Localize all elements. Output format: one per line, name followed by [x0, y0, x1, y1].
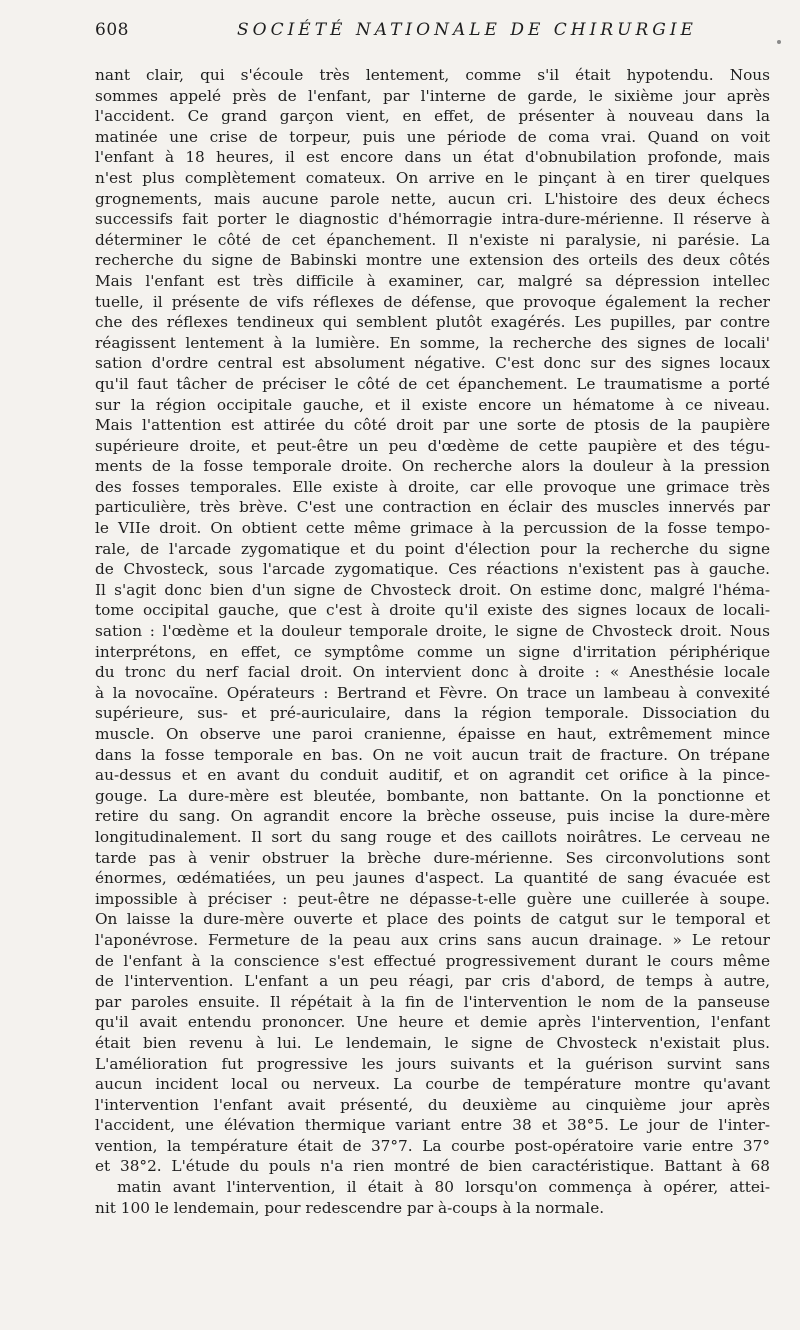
text-line: qu'il avait entendu prononcer. Une heure et demie après l'intervention, l'enfant — [95, 1013, 770, 1032]
text-line: sommes appelé près de l'enfant, par l'interne de garde, le sixième jour après — [95, 86, 770, 105]
text-line: par paroles ensuite. Il répétait à la fin de l'intervention le nom de la panseuse — [95, 992, 770, 1011]
text-line: au-dessus et en avant du conduit auditif, et on agrandit cet orifice à la pince- — [95, 766, 770, 785]
text-line: sation : l'œdème et la douleur temporale droite, le signe de Chvosteck droit. Nous — [95, 622, 770, 641]
text-line: aucun incident local ou nerveux. La courbe de température montre qu'avant — [95, 1075, 770, 1094]
text-line: l'accident, une élévation thermique variant entre 38 et 38°5. Le jour de l'inter- — [95, 1116, 770, 1135]
text-line: de Chvosteck, sous l'arcade zygomatique. Ces réactions n'existent pas à gauche. — [95, 560, 770, 579]
body-text — [95, 65, 770, 1218]
text-line: de l'intervention. L'enfant a un peu réagi, par cris d'abord, de temps à autre, — [95, 972, 770, 991]
text-line: déterminer le côté de cet épanchement. Il n'existe ni paralysie, ni parésie. La — [95, 230, 770, 249]
text-line: tome occipital gauche, que c'est à droite qu'il existe des signes locaux de locali- — [95, 601, 770, 620]
text-line: muscle. On observe une paroi cranienne, épaisse en haut, extrêmement mince — [95, 725, 770, 743]
text-line: l'accident. Ce grand garçon vient, en effet, de présenter à nouveau dans la — [95, 107, 770, 126]
running-title: SOCIÉTÉ NATIONALE DE CHIRURGIE — [237, 20, 697, 40]
text-line: Mais l'enfant est très difficile à examiner, car, malgré sa dépression intellec — [95, 271, 770, 290]
text-line: à la novocaïne. Opérateurs : Bertrand et Fèvre. On trace un lambeau à convexité — [95, 683, 770, 702]
text-line: sation d'ordre central est absolument négative. C'est donc sur des signes locaux — [95, 354, 770, 373]
page-header — [95, 20, 755, 48]
text-line: rale, de l'arcade zygomatique et du point d'élection pour la recherche du signe — [95, 539, 770, 558]
text-line: réagissent lentement à la lumière. En somme, la recherche des signes de locali' — [95, 333, 770, 352]
text-line: matinée une crise de torpeur, puis une période de coma vrai. Quand on voit — [95, 127, 770, 146]
text-line: che des réflexes tendineux qui semblent plutôt exagérés. Les pupilles, par contre — [95, 313, 770, 332]
text-line: Mais l'attention est attirée du côté droit par une sorte de ptosis de la paupière — [95, 416, 770, 435]
text-line: l'intervention l'enfant avait présenté, du deuxième au cinquième jour après — [95, 1095, 770, 1114]
text-line: longitudinalement. Il sort du sang rouge et des caillots noirâtres. Le cerveau ne — [95, 827, 770, 846]
text-line: impossible à préciser : peut-être ne dépasse-t-elle guère une cuillerée à soupe. — [95, 889, 770, 908]
text-line: retire du sang. On agrandit encore la brèche osseuse, puis incise la dure-mère — [95, 807, 770, 826]
text-line: matin avant l'intervention, il était à 80 lorsqu'on commença à opérer, attei- — [117, 1178, 770, 1197]
text-line: particulière, très brève. C'est une contraction en éclair des muscles innervés par — [95, 498, 770, 517]
text-line: L'amélioration fut progressive les jours suivants et la guérison survint sans — [95, 1054, 770, 1073]
text-line: du tronc du nerf facial droit. On intervient donc à droite : « Anesthésie locale — [95, 663, 770, 682]
text-line: tuelle, il présente de vifs réflexes de défense, que provoque également la recher — [95, 292, 770, 311]
text-line: sur la région occipitale gauche, et il existe encore un hématome à ce niveau. — [95, 395, 770, 414]
text-line: de l'enfant à la conscience s'est effectué progressivement durant le cours même — [95, 951, 770, 970]
text-line: ments de la fosse temporale droite. On recherche alors la douleur à la pression — [95, 457, 770, 476]
text-line: qu'il faut tâcher de préciser le côté de cet épanchement. Le traumatisme a porté — [95, 374, 770, 393]
text-line: le VIIe droit. On obtient cette même grimace à la percussion de la fosse tempo- — [95, 519, 770, 538]
text-line: supérieure, sus- et pré-auriculaire, dans la région temporale. Dissociation du — [95, 704, 770, 723]
text-line: des fosses temporales. Elle existe à droite, car elle provoque une grimace très — [95, 477, 770, 496]
text-line: tarde pas à venir obstruer la brèche dure-mérienne. Ses circonvolutions sont — [95, 848, 770, 867]
text-line: On laisse la dure-mère ouverte et place des points de catgut sur le temporal et — [95, 910, 770, 929]
text-line: recherche du signe de Babinski montre une extension des orteils des deux côtés — [95, 251, 770, 270]
text-line: grognements, mais aucune parole nette, aucun cri. L'histoire des deux échecs — [95, 189, 770, 208]
text-line: énormes, œdématiées, un peu jaunes d'aspect. La quantité de sang évacuée est — [95, 869, 770, 888]
text-line: n'est plus complètement comateux. On arrive en le pinçant à en tirer quelques — [95, 168, 770, 187]
text-line: nant clair, qui s'écoule très lentement, comme s'il était hypotendu. Nous — [95, 66, 770, 84]
text-line: supérieure droite, et peut-être un peu d'œdème de cette paupière et des tégu- — [95, 436, 770, 455]
text-line: était bien revenu à lui. Le lendemain, le signe de Chvosteck n'existait plus. — [95, 1033, 770, 1052]
text-line: vention, la température était de 37°7. La courbe post-opératoire varie entre 37° — [95, 1136, 770, 1155]
text-line: dans la fosse temporale en bas. On ne voit aucun trait de fracture. On trépane — [95, 745, 770, 764]
text-line: gouge. La dure-mère est bleutée, bombante, non battante. On la ponctionne et — [95, 786, 770, 805]
page-number: 608 — [95, 20, 129, 40]
text-line: Il s'agit donc bien d'un signe de Chvosteck droit. On estime donc, malgré l'héma- — [95, 580, 770, 599]
text-line: et 38°2. L'étude du pouls n'a rien montré de bien caractéristique. Battant à 68 — [95, 1157, 770, 1176]
text-line: successifs fait porter le diagnostic d'hémorragie intra-dure-mérienne. Il réserve à — [95, 210, 770, 229]
text-line: l'enfant à 18 heures, il est encore dans un état d'obnubilation profonde, mais — [95, 148, 770, 167]
text-line: interprétons, en effet, ce symptôme comme un signe d'irritation périphérique — [95, 642, 770, 661]
margin-mark — [777, 40, 781, 44]
text-line: nit 100 le lendemain, pour redescendre par à-coups à la normale. — [95, 1198, 605, 1217]
text-line: l'aponévrose. Fermeture de la peau aux crins sans aucun drainage. » Le retour — [95, 930, 770, 949]
